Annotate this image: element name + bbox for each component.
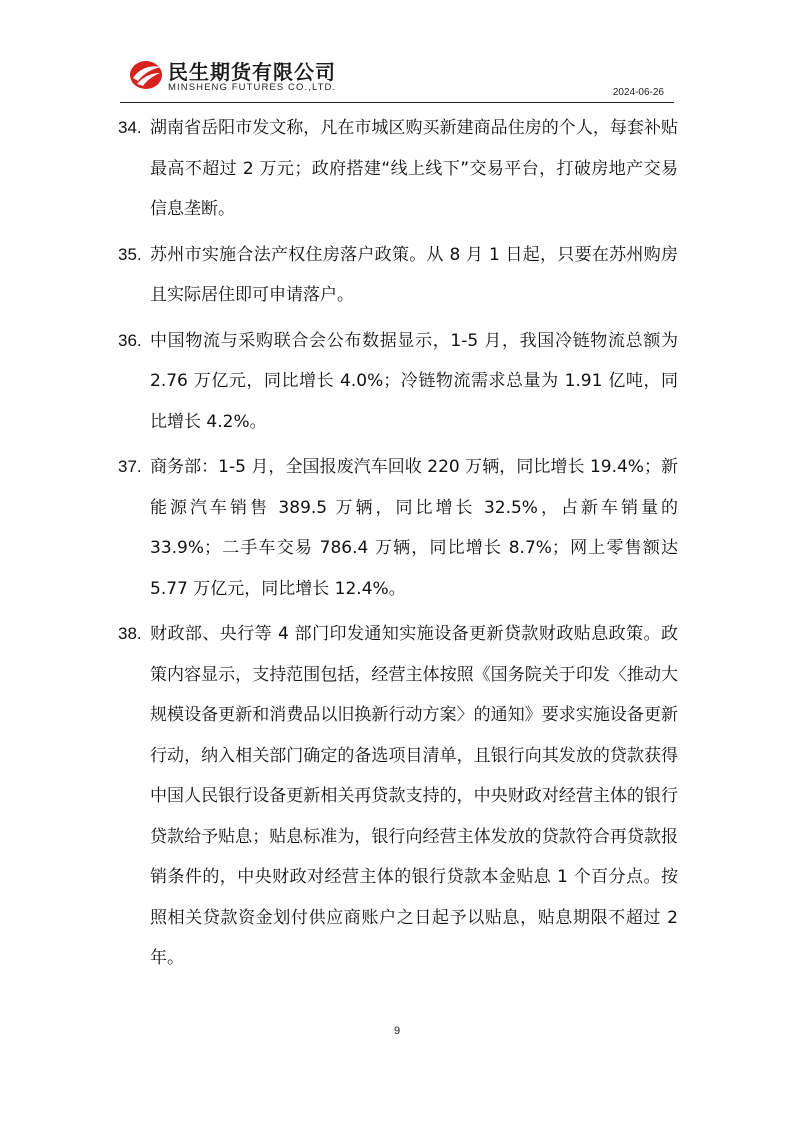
item-number: 35.	[118, 244, 142, 264]
report-date: 2024-06-26	[612, 87, 664, 98]
company-name-en: MINSHENG FUTURES CO.,LTD.	[168, 82, 337, 93]
item-text: 商务部：1-5 月，全国报废汽车回收 220 万辆，同比增长 19.4%；新能源汽车销售 389.5 万辆，同比增长 32.5%，占新车销量的 33.9%；二手车交易 786.4 万辆，同比增长 8.7%；网上零售额达 5.77 万亿元，同比增长 12.4%。	[150, 457, 678, 599]
item-number: 38.	[118, 624, 142, 643]
item-number: 37.	[118, 457, 142, 476]
item-number: 36.	[118, 330, 142, 350]
list-item	[118, 108, 678, 230]
item-text: 财政部、央行等 4 部门印发通知实施设备更新贷款财政贴息政策。政策内容显示，支持范围包括，经营主体按照《国务院关于印发〈推动大规模设备更新和消费品以旧换新行动方案〉的通知》要求实施设备更新行动，纳入相关部门确定的备选项目清单，且银行向其发放的贷款获得中国人民银行设备更新相关再贷款支持的，中央财政对经营主体的银行贷款给予贴息；贴息标准为，银行向经营主体发放的贷款符合再贷款报销条件的，中央财政对经营主体的银行贷款本金贴息 1 个百分点。按照相关贷款资金划付供应商账户之日起予以贴息，贴息期限不超过 2 年。	[150, 624, 678, 968]
item-text: 苏州市实施合法产权住房落户政策。从 8 月 1 日起，只要在苏州购房且实际居住即可申请落户。	[150, 244, 678, 305]
news-list	[118, 108, 678, 984]
list-item	[118, 614, 678, 979]
page-number: 9	[393, 1025, 401, 1037]
item-text: 湖南省岳阳市发文称，凡在市城区购买新建商品住房的个人，每套补贴最高不超过 2 万元；政府搭建“线上线下”交易平台，打破房地产交易信息垄断。	[150, 118, 678, 219]
page-header	[120, 52, 674, 102]
item-number: 34.	[118, 118, 142, 137]
header-divider	[120, 102, 674, 103]
item-text: 中国物流与采购联合会公布数据显示，1-5 月，我国冷链物流总额为 2.76 万亿元，同比增长 4.0%；冷链物流需求总量为 1.91 亿吨，同比增长 4.2%。	[150, 330, 678, 432]
list-item	[118, 321, 678, 443]
list-item	[118, 235, 678, 316]
list-item	[118, 447, 678, 609]
minsheng-logo-icon	[128, 56, 164, 92]
company-name-cn: 民生期货有限公司	[168, 60, 336, 84]
